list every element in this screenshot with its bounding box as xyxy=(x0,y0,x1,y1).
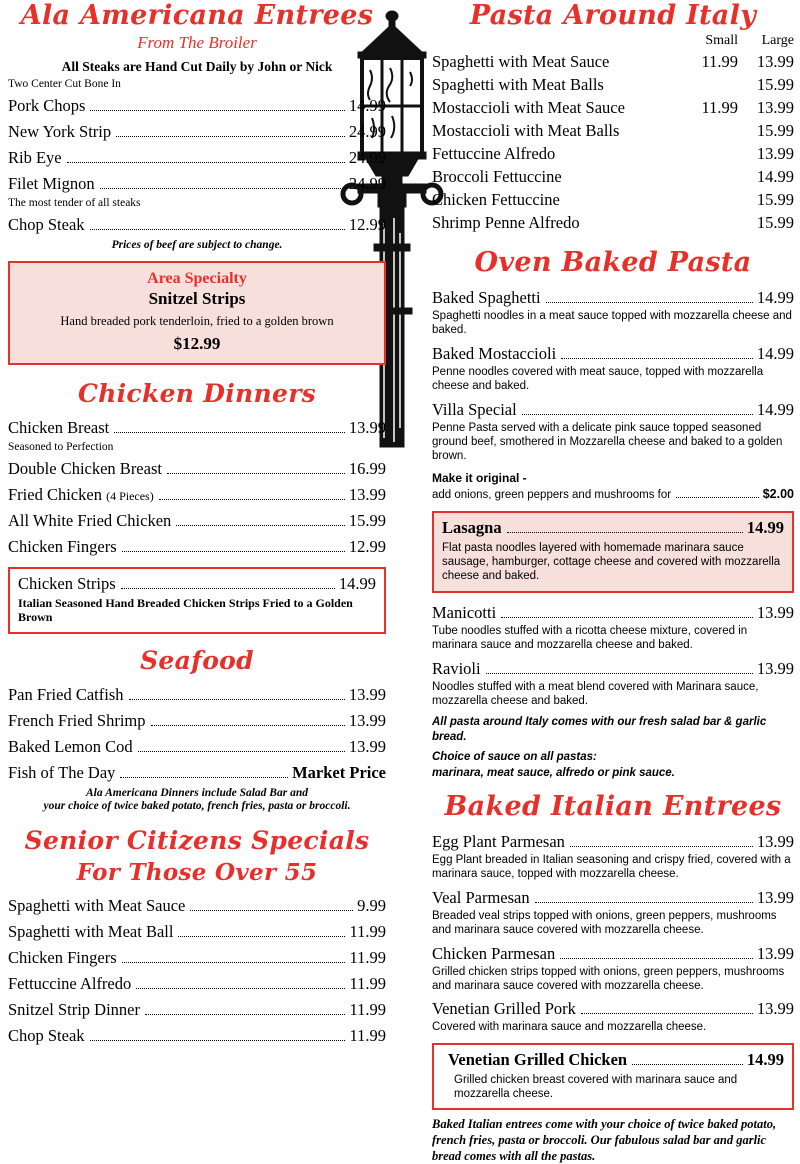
leader-dots xyxy=(570,846,753,847)
item-price: 14.99 xyxy=(756,343,794,363)
section-title-ala-americana: Ala Americana Entrees xyxy=(20,0,374,31)
item-description: Italian Seasoned Hand Breaded Chicken Strips Fried to a Golden Brown xyxy=(18,596,353,625)
item-price: 14.99 xyxy=(746,1049,784,1069)
item-name: Fettuccine Alfredo xyxy=(432,144,556,163)
pasta-includes-note: All pasta around Italy comes with our fresh salad bar & garlic bread. xyxy=(432,716,767,744)
item-name: Baked Lemon Cod xyxy=(8,736,133,756)
item-name: Shrimp Penne Alfredo xyxy=(432,213,580,232)
item-name: Venetian Grilled Chicken xyxy=(448,1049,628,1069)
make-it-original-label: Make it original - xyxy=(432,470,527,485)
leader-dots xyxy=(90,110,344,111)
menu-item xyxy=(8,685,386,705)
leader-dots xyxy=(486,673,753,674)
item-price: 13.99 xyxy=(348,418,386,437)
menu-item xyxy=(8,896,386,916)
item-name: Chicken Parmesan xyxy=(432,943,556,963)
pasta-column-headers xyxy=(432,33,794,49)
section-title-seafood: Seafood xyxy=(140,645,254,675)
menu-item xyxy=(8,763,386,783)
item-name: Spaghetti with Meat Sauce xyxy=(432,52,610,71)
item-price-large: 13.99 xyxy=(756,52,794,71)
center-cut-note: Two Center Cut Bone In xyxy=(8,78,121,90)
item-price: 13.99 xyxy=(348,485,386,504)
item-name: Pan Fried Catfish xyxy=(8,684,124,704)
item-price-large: 14.99 xyxy=(756,167,794,186)
item-name: Double Chicken Breast xyxy=(8,459,162,478)
menu-item xyxy=(8,922,386,942)
leader-dots xyxy=(90,1040,346,1041)
leader-dots xyxy=(145,1014,346,1015)
leader-dots xyxy=(546,302,753,303)
ala-americana-subtitle: From The Broiler xyxy=(137,33,257,52)
item-name: New York Strip xyxy=(8,122,112,141)
beef-price-disclaimer: Prices of beef are subject to change. xyxy=(111,239,283,251)
sauce-choice-label: Choice of sauce on all pastas: xyxy=(432,751,597,764)
menu-item xyxy=(432,603,794,623)
menu-item xyxy=(18,574,376,594)
item-price: 13.99 xyxy=(756,602,794,622)
item-price: 14.99 xyxy=(756,288,794,307)
item-description: Grilled chicken breast covered with marinara sauce and mozzarella cheese. xyxy=(454,1073,738,1100)
menu-item xyxy=(432,999,794,1019)
item-price: 13.99 xyxy=(756,943,794,963)
item-price: 15.99 xyxy=(348,511,386,530)
item-description: Noodles stuffed with a meat blend covered with Marinara sauce, mozzarella cheese and baked. xyxy=(432,680,759,707)
item-name: Baked Mostaccioli xyxy=(432,343,557,363)
table-row xyxy=(432,213,794,233)
leader-dots xyxy=(167,473,345,474)
area-specialty-title: Area Specialty xyxy=(147,270,247,287)
table-row xyxy=(432,75,794,95)
item-name: Rib Eye xyxy=(8,148,62,167)
item-name: Spaghetti with Meat Ball xyxy=(8,921,174,941)
item-name: Chop Steak xyxy=(8,1025,85,1045)
item-name: Spaghetti with Meat Sauce xyxy=(8,895,186,915)
item-price: 16.99 xyxy=(348,459,386,478)
item-price: Market Price xyxy=(292,762,386,782)
menu-item xyxy=(8,948,386,968)
menu-item xyxy=(8,122,386,142)
item-description: Tube noodles stuffed with a ricotta cheese mixture, covered in marinara sauce and mozzarella cheese and baked. xyxy=(432,624,748,652)
section-title-pasta-around-italy: Pasta Around Italy xyxy=(469,0,757,31)
menu-item xyxy=(432,944,794,964)
item-price-large: 13.99 xyxy=(756,144,794,163)
item-price: 14.99 xyxy=(348,96,386,115)
leader-dots xyxy=(100,188,345,189)
menu-item xyxy=(8,215,386,235)
menu-item xyxy=(8,148,386,168)
item-name: Mostaccioli with Meat Sauce xyxy=(432,98,625,117)
leader-dots xyxy=(122,551,345,552)
item-price: 24.99 xyxy=(348,122,386,141)
item-price: 13.99 xyxy=(756,887,794,907)
item-price: 11.99 xyxy=(349,921,386,941)
item-description: Covered with marinara sauce and mozzarella cheese. xyxy=(432,1021,707,1034)
leader-dots xyxy=(129,699,345,700)
item-description: Grilled chicken strips topped with onions, green peppers, mushrooms and marinara sauce covered with mozzarella cheese. xyxy=(432,965,785,992)
item-price: 14.99 xyxy=(746,517,784,537)
item-qty: (4 Pieces) xyxy=(106,489,154,503)
item-price: 24.99 xyxy=(348,174,386,193)
item-name: Fettuccine Alfredo xyxy=(8,973,132,993)
item-price-large: 13.99 xyxy=(756,98,794,117)
item-price: 12.99 xyxy=(348,537,386,556)
item-price: 9.99 xyxy=(357,895,386,915)
dinner-includes-note-2: your choice of twice baked potato, french fries, pasta or broccoli. xyxy=(43,799,351,812)
item-name xyxy=(8,485,154,505)
item-name: Baked Spaghetti xyxy=(432,288,541,307)
leader-dots xyxy=(120,777,288,778)
leader-dots xyxy=(114,432,345,433)
item-name: Venetian Grilled Pork xyxy=(432,999,576,1019)
item-name: Chicken Fingers xyxy=(8,537,117,556)
item-price: 13.99 xyxy=(348,710,386,730)
item-price: 13.99 xyxy=(348,736,386,756)
item-name: Manicotti xyxy=(432,602,497,622)
item-description: Egg Plant breaded in Italian seasoning and crispy fried, covered with a marinara sauce, topped with mozzarella cheese. xyxy=(432,854,791,881)
menu-item xyxy=(8,459,386,479)
item-description: Spaghetti noodles in a meat sauce topped with mozzarella cheese and baked. xyxy=(432,310,792,337)
table-row xyxy=(432,121,794,141)
item-name: Ravioli xyxy=(432,658,481,678)
table-row xyxy=(432,98,794,118)
leader-dots xyxy=(121,588,335,589)
chicken-strips-box xyxy=(8,567,386,634)
table-row xyxy=(432,52,794,72)
leader-dots xyxy=(138,751,345,752)
menu-item xyxy=(442,518,784,538)
item-description: Breaded veal strips topped with onions, green peppers, mushrooms and marinara sauce covered with mozzarella cheese. xyxy=(432,909,777,937)
leader-dots xyxy=(151,725,345,726)
item-price: 11.99 xyxy=(349,1025,386,1045)
item-price-large: 15.99 xyxy=(756,213,794,232)
menu-item xyxy=(8,174,386,194)
steak-note: All Steaks are Hand Cut Daily by John or Nick xyxy=(61,59,333,74)
leader-dots xyxy=(581,1013,753,1014)
sauce-choice-list: marinara, meat sauce, alfredo or pink sauce. xyxy=(432,767,675,780)
item-name: Lasagna xyxy=(442,517,502,537)
item-name: French Fried Shrimp xyxy=(8,710,146,730)
item-price: 12.99 xyxy=(348,215,386,234)
leader-dots xyxy=(90,229,345,230)
table-row xyxy=(432,190,794,210)
menu-item xyxy=(8,485,386,505)
leader-dots xyxy=(522,414,753,415)
table-row xyxy=(432,144,794,164)
filet-note: The most tender of all steaks xyxy=(8,197,141,209)
make-it-original-row xyxy=(432,487,794,501)
item-price: 13.99 xyxy=(348,684,386,704)
item-name: Chicken Fingers xyxy=(8,947,117,967)
make-it-original-text: add onions, green peppers and mushrooms for xyxy=(432,488,672,501)
area-specialty-box xyxy=(8,261,386,365)
lasagna-box xyxy=(432,511,794,593)
area-specialty-price: $12.99 xyxy=(173,334,221,353)
item-name: Filet Mignon xyxy=(8,174,95,193)
leader-dots xyxy=(176,525,345,526)
leader-dots xyxy=(535,902,753,903)
item-description: Penne noodles covered with meat sauce, topped with mozzarella cheese and baked. xyxy=(432,365,764,393)
area-specialty-description: Hand breaded pork tenderloin, fried to a golden brown xyxy=(60,314,334,328)
menu-item xyxy=(432,288,794,308)
item-price: 13.99 xyxy=(756,832,794,851)
item-price: 11.99 xyxy=(349,999,386,1019)
item-name: Veal Parmesan xyxy=(432,887,530,907)
area-specialty-name: Snitzel Strips xyxy=(148,289,246,308)
leader-dots xyxy=(561,358,753,359)
leader-dots xyxy=(507,532,743,533)
dinner-includes-note-1: Ala Americana Dinners include Salad Bar and xyxy=(86,786,308,799)
menu-item xyxy=(432,659,794,679)
right-column xyxy=(432,0,794,1164)
item-price: 14.99 xyxy=(338,574,376,593)
menu-item xyxy=(432,888,794,908)
section-title-oven-baked-pasta: Oven Baked Pasta xyxy=(474,247,752,278)
menu-item xyxy=(432,344,794,364)
col-header-small: Small xyxy=(705,33,738,48)
baked-italian-footer: Baked Italian entrees come with your choice of twice baked potato, french fries, pasta or broccoli. Our fabulous salad bar and garlic bread comes with all the pastas. xyxy=(432,1117,777,1163)
leader-dots xyxy=(190,910,353,911)
left-column xyxy=(8,0,386,1046)
menu-item xyxy=(8,1000,386,1020)
table-row xyxy=(432,167,794,187)
leader-dots xyxy=(122,962,346,963)
menu-item xyxy=(432,400,794,420)
leader-dots xyxy=(676,497,759,498)
leader-dots xyxy=(560,958,753,959)
menu-item xyxy=(8,974,386,994)
menu-item xyxy=(8,96,386,116)
item-price: 11.99 xyxy=(349,973,386,993)
item-name: Snitzel Strip Dinner xyxy=(8,999,140,1019)
venetian-grilled-chicken-box xyxy=(432,1043,794,1111)
leader-dots xyxy=(116,136,345,137)
menu-item xyxy=(8,418,386,438)
item-description: Penne Pasta served with a delicate pink sauce topped seasoned ground beef, smothered in Mozzarella cheese and baked to a golden brown. xyxy=(432,421,783,463)
item-name-text: Fried Chicken xyxy=(8,485,102,504)
item-price-large: 15.99 xyxy=(756,190,794,209)
leader-dots xyxy=(632,1064,743,1065)
item-price-large: 15.99 xyxy=(756,121,794,140)
item-name: All White Fried Chicken xyxy=(8,511,172,530)
item-price: 14.99 xyxy=(756,399,794,419)
item-price: 24.99 xyxy=(348,148,386,167)
item-price-large: 15.99 xyxy=(756,75,794,94)
item-name: Egg Plant Parmesan xyxy=(432,832,565,851)
make-it-original-price: $2.00 xyxy=(762,486,794,501)
item-price-small: 11.99 xyxy=(701,98,738,117)
menu-item xyxy=(8,511,386,531)
item-name: Chicken Breast xyxy=(8,418,110,437)
item-name: Chop Steak xyxy=(8,215,85,234)
leader-dots xyxy=(67,162,345,163)
item-name: Chicken Fettuccine xyxy=(432,190,560,209)
item-name: Pork Chops xyxy=(8,96,86,115)
item-price: 13.99 xyxy=(756,658,794,678)
leader-dots xyxy=(159,499,345,500)
menu-item xyxy=(8,737,386,757)
section-title-senior-specials: Senior Citizens Specials xyxy=(24,825,370,855)
section-title-baked-italian-entrees: Baked Italian Entrees xyxy=(444,791,782,822)
leader-dots xyxy=(178,936,345,937)
leader-dots xyxy=(136,988,345,989)
col-header-large: Large xyxy=(761,33,794,48)
item-name: Villa Special xyxy=(432,399,517,419)
menu-item xyxy=(442,1050,784,1070)
item-price: 13.99 xyxy=(756,999,794,1019)
menu-item xyxy=(8,537,386,557)
item-name: Chicken Strips xyxy=(18,574,116,593)
menu-item xyxy=(8,711,386,731)
menu-item xyxy=(432,832,794,852)
senior-subtitle: For Those Over 55 xyxy=(76,858,318,886)
item-note: Seasoned to Perfection xyxy=(8,441,114,453)
item-name: Mostaccioli with Meat Balls xyxy=(432,121,620,140)
item-price-small: 11.99 xyxy=(701,52,738,71)
section-title-chicken-dinners: Chicken Dinners xyxy=(77,379,317,408)
item-name: Fish of The Day xyxy=(8,762,116,782)
item-description: Flat pasta noodles layered with homemade marinara sauce sausage, hamburger, cottage cheese and covered with mozzarella cheese and baked. xyxy=(442,541,781,583)
item-price: 11.99 xyxy=(349,947,386,967)
item-name: Broccoli Fettuccine xyxy=(432,167,562,186)
item-name: Spaghetti with Meat Balls xyxy=(432,75,604,94)
menu-item xyxy=(8,1026,386,1046)
leader-dots xyxy=(501,617,753,618)
